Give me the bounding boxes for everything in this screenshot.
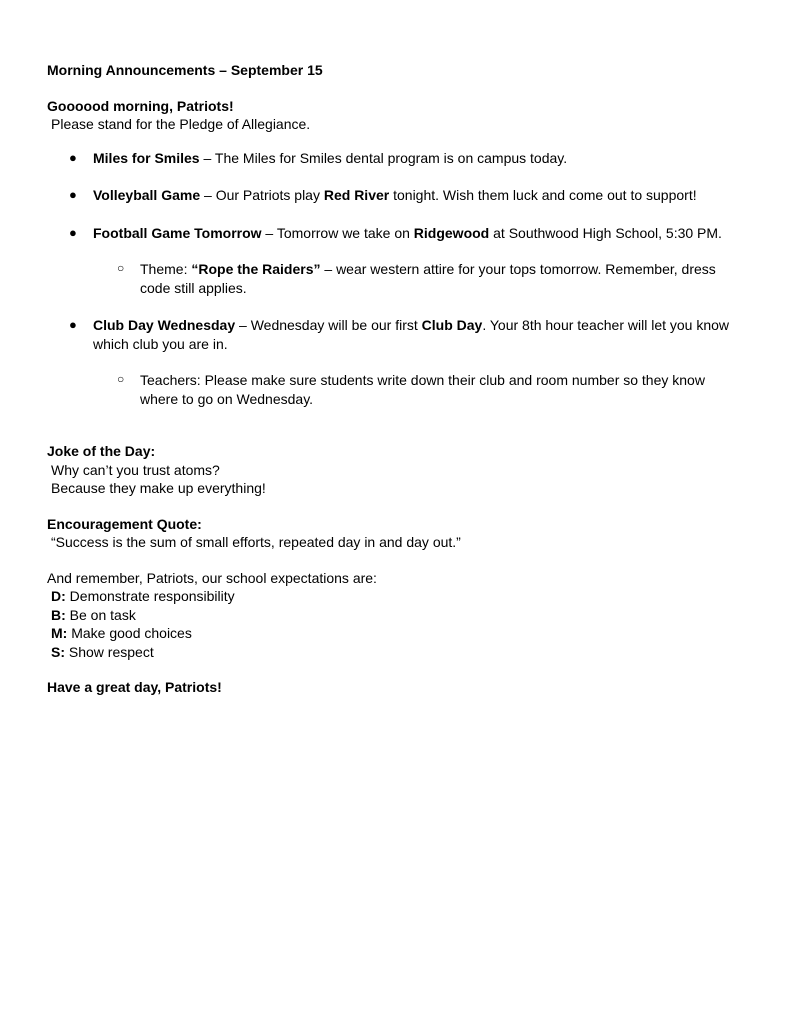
announcement-text: Wednesday will be our first — [250, 317, 422, 333]
sub-item — [93, 371, 752, 408]
separator: – — [199, 149, 215, 166]
announcement-label: Football Game Tomorrow — [93, 224, 262, 241]
announcement-label: Club Day Wednesday — [93, 317, 236, 333]
expectation-key: M: — [51, 625, 68, 641]
joke-heading: Joke of the Day: — [47, 443, 156, 459]
sub-line: code still applies. — [140, 279, 247, 296]
announcement-list — [47, 149, 752, 409]
club-day-label: Club Day — [421, 317, 483, 333]
joke-section — [47, 442, 752, 498]
expectation-key: S: — [51, 643, 65, 660]
expectation-text: Demonstrate responsibility — [65, 588, 235, 604]
opponent-name: Ridgewood — [413, 224, 490, 241]
pledge-line: Please stand for the Pledge of Allegiance. — [51, 116, 311, 132]
announcement-line — [93, 149, 752, 168]
sub-text: – wear western attire for your tops tomorrow. Remember, dress — [320, 261, 716, 277]
expectation-text: Be on task — [65, 606, 136, 623]
announcement-line — [93, 224, 752, 243]
separator: – — [200, 187, 216, 203]
joke-question: Why can’t you trust atoms? — [51, 461, 220, 478]
expectation-item — [47, 643, 752, 662]
announcement-text: at Southwood High School, 5:30 PM. — [489, 224, 722, 241]
expectation-text: Show respect — [65, 643, 154, 660]
theme-prefix: Theme: — [140, 261, 192, 277]
announcement-text: Our Patriots play — [215, 187, 324, 203]
sub-line: where to go on Wednesday. — [140, 390, 314, 407]
sub-bullet-icon: ○ — [117, 372, 125, 386]
bullet-icon: ● — [69, 187, 77, 202]
bullet-icon: ● — [69, 149, 77, 165]
announcement-item — [47, 224, 752, 298]
sub-item — [93, 260, 752, 297]
announcement-line — [93, 186, 752, 205]
announcement-text: The Miles for Smiles dental program is on campus today. — [214, 149, 568, 166]
closing-line: Have a great day, Patriots! — [47, 679, 222, 695]
announcement-text: Tomorrow we take on — [276, 224, 414, 241]
expectations-section — [47, 569, 752, 662]
announcement-line: which club you are in. — [93, 335, 228, 352]
quote-text: “Success is the sum of small efforts, repeated day in and day out.” — [51, 534, 461, 550]
sub-list — [93, 371, 752, 408]
announcement-line — [93, 316, 752, 335]
expectations-intro: And remember, Patriots, our school expectations are: — [47, 569, 377, 586]
bullet-icon: ● — [69, 224, 77, 240]
announcement-item — [47, 316, 752, 408]
announcement-item — [47, 149, 752, 168]
document-title: Morning Announcements – September 15 — [47, 62, 323, 78]
announcement-text: . Your 8th hour teacher will let you know — [482, 317, 730, 333]
announcement-text: tonight. Wish them luck and come out to support! — [389, 187, 697, 203]
expectation-key: B: — [51, 606, 66, 623]
quote-section — [47, 515, 752, 552]
bullet-icon: ● — [69, 317, 77, 332]
sub-list — [93, 260, 752, 297]
greeting: Goooood morning, Patriots! — [47, 97, 234, 114]
quote-heading: Encouragement Quote: — [47, 515, 202, 532]
sub-line — [140, 260, 752, 279]
joke-answer: Because they make up everything! — [51, 480, 266, 496]
expectation-key: D: — [51, 588, 66, 604]
sub-bullet-icon: ○ — [117, 261, 125, 275]
theme-name: “Rope the Raiders” — [191, 261, 321, 277]
announcement-label: Miles for Smiles — [93, 149, 200, 166]
separator: – — [261, 224, 277, 241]
expectation-item — [47, 587, 752, 606]
announcement-label: Volleyball Game — [93, 187, 201, 203]
opponent-name: Red River — [323, 187, 390, 203]
sub-line: Teachers: Please make sure students write down their club and room number so they know — [140, 372, 705, 388]
announcement-item — [47, 186, 752, 205]
expectation-item — [47, 606, 752, 625]
expectation-text: Make good choices — [67, 625, 192, 641]
expectation-item — [47, 624, 752, 643]
announcement-document — [47, 61, 752, 697]
separator: – — [235, 317, 251, 333]
